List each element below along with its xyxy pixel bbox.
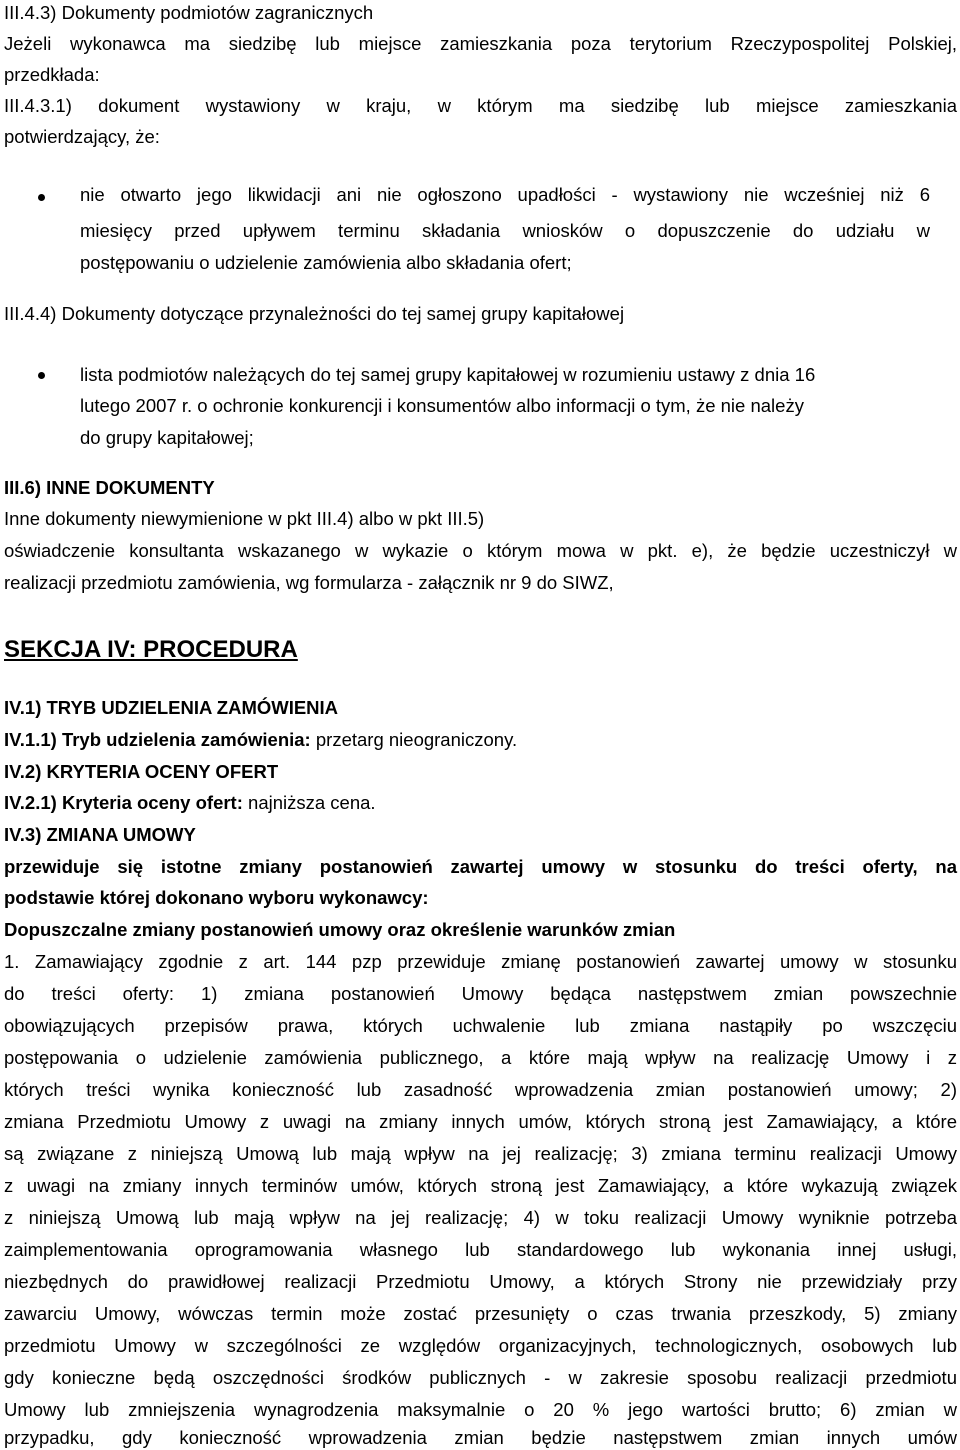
section-heading-iii-4-3: III.4.3) Dokumenty podmiotów zagranicznych (4, 2, 374, 23)
bullet-line: miesięcy przed upływem terminu składania wniosków o dopuszczenie do udziału w (80, 220, 930, 241)
paragraph-line: przedkłada: (4, 64, 100, 85)
bullet-line: lutego 2007 r. o ochronie konkurencji i konsumentów albo informacji o tym, że nie należy (80, 395, 804, 416)
subsection-heading-iv-2: IV.2) KRYTERIA OCENY OFERT (4, 761, 279, 782)
paragraph-line: potwierdzający, że: (4, 126, 160, 147)
section-heading-iii-6: III.6) INNE DOKUMENTY (4, 477, 215, 498)
bold-paragraph-line: przewiduje się istotne zmiany postanowień zawartej umowy w stosunku do treści oferty, na (4, 856, 957, 877)
bullet-line: do grupy kapitałowej; (80, 427, 254, 448)
criteria-value: najniższa cena. (242, 792, 376, 813)
body-line: niezbędnych do prawidłowej realizacji Przedmiotu Umowy, a których Strony nie przewidziały przy (4, 1271, 957, 1292)
bullet-icon (38, 372, 45, 379)
body-line: zaimplementowania oprogramowania własnego lub standardowego lub wykonania innej usługi, (4, 1239, 957, 1260)
bold-paragraph-line: Dopuszczalne zmiany postanowień umowy oraz określenie warunków zmian (4, 919, 676, 940)
bullet-line: postępowaniu o udzielenie zamówienia albo składania ofert; (80, 252, 572, 273)
body-line: przypadku, gdy konieczność wprowadzenia zmian będzie następstwem zmian innych umów (4, 1427, 957, 1448)
section-title: SEKCJA IV: PROCEDURA (4, 636, 298, 663)
procedure-type-line (4, 729, 517, 751)
body-line: gdy konieczne będą oszczędności środków publicznych - w zakresie sposobu realizacji przedmiotu (4, 1367, 957, 1388)
procedure-type-value: przetarg nieograniczony. (310, 729, 518, 750)
subsection-heading-iv-1: IV.1) TRYB UDZIELENIA ZAMÓWIENIA (4, 697, 339, 718)
paragraph-line: realizacji przedmiotu zamówienia, wg formularza - załącznik nr 9 do SIWZ, (4, 572, 614, 593)
body-line: Umowy lub zmniejszenia wynagrodzenia maksymalnie o 20 % jego wartości brutto; 6) zmian w (4, 1399, 957, 1420)
paragraph-line: Inne dokumenty niewymienione w pkt III.4) albo w pkt III.5) (4, 508, 485, 529)
bullet-icon (38, 194, 45, 201)
criteria-line (4, 792, 376, 814)
paragraph-line: Jeżeli wykonawca ma siedzibę lub miejsce zamieszkania poza terytorium Rzeczypospolitej Polskiej, (4, 33, 957, 54)
body-line: są związane z niniejszą Umową lub mają wpływ na jej realizację; 3) zmiana terminu realizacji Umowy (4, 1143, 957, 1164)
body-line: postępowania o udzielenie zamówienia publicznego, a które mają wpływ na realizację Umowy i z (4, 1047, 957, 1068)
body-line: zmiana Przedmiotu Umowy z uwagi na zmiany innych umów, których stroną jest Zamawiający, a które (4, 1111, 957, 1132)
body-line: obowiązujących przepisów prawa, których uchwalenie lub zmiana nastąpiły po wszczęciu (4, 1015, 957, 1036)
body-line: przedmiotu Umowy w szczególności ze względów organizacyjnych, technologicznych, osobowych lub (4, 1335, 957, 1356)
body-line: z uwagi na zmiany innych terminów umów, których stroną jest Zamawiający, a które wykazują związek (4, 1175, 957, 1196)
procedure-type-label: IV.1.1) Tryb udzielenia zamówienia: (4, 729, 311, 750)
body-line: zawarciu Umowy, wówczas termin może zostać przesunięty o czas trwania przeszkody, 5) zmiany (4, 1303, 957, 1324)
bold-paragraph-line: podstawie której dokonano wyboru wykonawcy: (4, 887, 429, 908)
bullet-line: lista podmiotów należących do tej samej grupy kapitałowej w rozumieniu ustawy z dnia 16 (80, 364, 816, 385)
body-line: 1. Zamawiający zgodnie z art. 144 pzp przewiduje zmianę postanowień zawartej umowy w stosunku (4, 951, 957, 972)
body-line: do treści oferty: 1) zmiana postanowień Umowy będąca następstwem zmian powszechnie (4, 983, 957, 1004)
body-line: z niniejszą Umową lub mają wpływ na jej realizację; 4) w toku realizacji Umowy wyniknie potrzeba (4, 1207, 957, 1228)
bullet-line: nie otwarto jego likwidacji ani nie ogłoszono upadłości - wystawiony nie wcześniej niż 6 (80, 184, 930, 205)
section-heading-iii-4-4: III.4.4) Dokumenty dotyczące przynależności do tej samej grupy kapitałowej (4, 303, 625, 324)
paragraph-line: III.4.3.1) dokument wystawiony w kraju, w którym ma siedzibę lub miejsce zamieszkania (4, 95, 957, 116)
body-line: których treści wynika konieczność lub zasadność wprowadzenia zmian postanowień umowy; 2) (4, 1079, 957, 1100)
criteria-label: IV.2.1) Kryteria oceny ofert: (4, 792, 243, 813)
paragraph-line: oświadczenie konsultanta wskazanego w wykazie o którym mowa w pkt. e), że będzie uczestniczył w (4, 540, 957, 561)
subsection-heading-iv-3: IV.3) ZMIANA UMOWY (4, 824, 196, 845)
